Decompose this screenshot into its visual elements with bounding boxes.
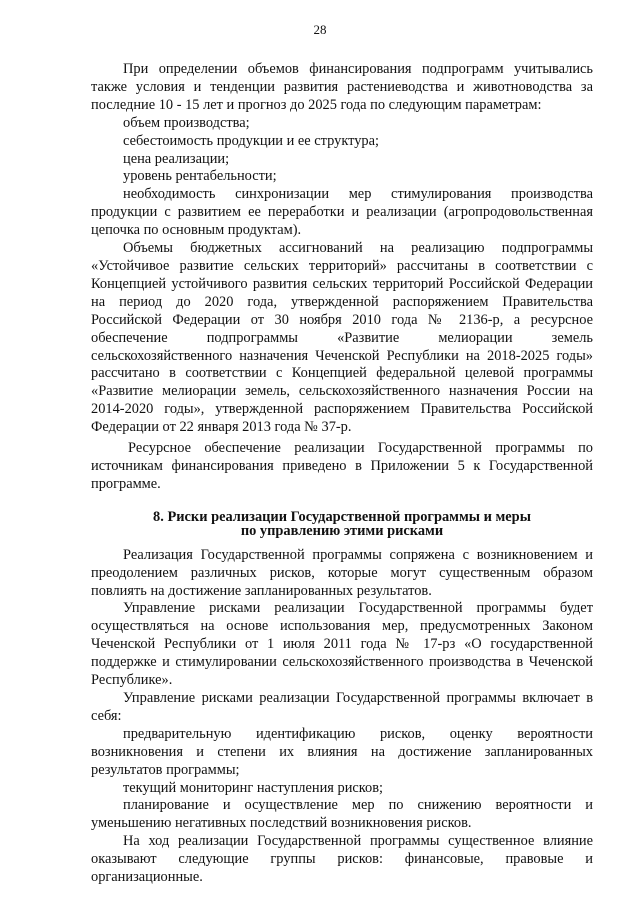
list-item: необходимость синхронизации мер стимулирования производства продукции с развитием ее переработки и реализации (агропродовольственная цепочка по основным продуктам). [91, 186, 593, 239]
paragraph: Управление рисками реализации Государственной программы будет осуществляться на основе использования мер, предусмотренных Законом Чеченской Республики от 1 июля 2011 года № 17-рз «О государственной поддержке и стимулировании сельскохозяйственного производства в Чеченской Республике». [91, 600, 593, 689]
paragraph: Ресурсное обеспечение реализации Государственной программы по источникам финансирования приведено в Приложении 5 к Государственной программе. [91, 440, 593, 492]
section-heading [91, 510, 593, 538]
section-heading-line: по управлению этими рисками [240, 522, 444, 539]
section-heading-line: 8. Риски реализации Государственной программы и меры [153, 508, 531, 525]
list-item: предварительную идентификацию рисков, оценку вероятности возникновения и степени их влияния на достижение запланированных результатов программы; [91, 725, 593, 778]
document-body [91, 61, 593, 887]
list-item: текущий мониторинг наступления рисков; [123, 779, 384, 796]
paragraph: При определении объемов финансирования подпрограмм учитывались также условия и тенденции развития растениеводства и животноводства за последние 10 - 15 лет и прогноз до 2025 года по следующим параметрам: [91, 61, 593, 113]
paragraph: На ход реализации Государственной программы существенное влияние оказывают следующие группы рисков: финансовые, правовые и организационные. [91, 833, 593, 886]
paragraph: Реализация Государственной программы сопряжена с возникновением и преодолением различных рисков, которые могут существенным образом повлиять на достижение запланированных результатов. [91, 546, 593, 599]
paragraph: Объемы бюджетных ассигнований на реализацию подпрограммы «Устойчивое развитие сельских территорий» рассчитаны в соответствии с Концепцией устойчивого развития сельских территорий Российской Федерации на период до 2020 года, утвержденной распоряжением Правительства Российской Федерации от 30 ноября 2010 года № 2136-р, а ресурсное обеспечение подпрограммы «Развитие мелиорации земель сельскохозяйственного назначения Чеченской Республики на 2018-2025 годы» рассчитано в соответствии с Концепцией федеральной целевой программы «Развитие мелиорации земель, сельскохозяйственного назначения России на 2014-2020 годы», утвержденной распоряжением Правительства Российской Федерации от 22 января 2013 года № 37-р. [91, 240, 593, 436]
list-item: уровень рентабельности; [123, 168, 277, 185]
list-item: планирование и осуществление мер по снижению вероятности и уменьшению негативных последствий возникновения рисков. [91, 797, 593, 832]
page-number: 28 [313, 22, 327, 37]
list-item: цена реализации; [123, 150, 230, 167]
list-item: объем производства; [123, 114, 250, 131]
list-item: себестоимость продукции и ее структура; [123, 132, 379, 149]
paragraph: Управление рисками реализации Государственной программы включает в себя: [91, 690, 593, 724]
